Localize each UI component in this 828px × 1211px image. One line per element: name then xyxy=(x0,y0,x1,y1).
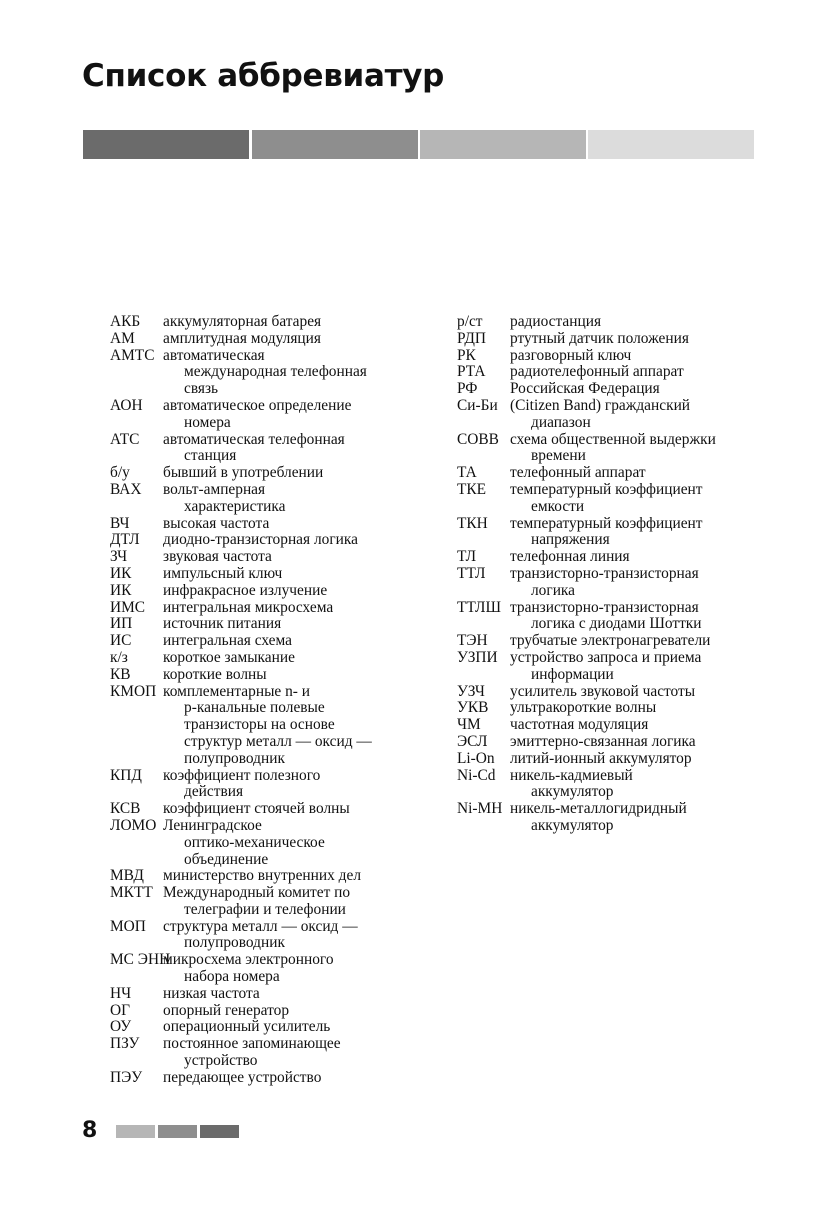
abbreviation-definition xyxy=(163,919,430,953)
definition-line: коэффициент полезного xyxy=(163,766,321,784)
definition-line: микросхема электронного xyxy=(163,951,334,969)
definition-line: логика с диодами Шоттки xyxy=(531,615,702,633)
abbreviation-term: КСВ xyxy=(110,800,141,818)
abbreviation-definition xyxy=(510,566,787,600)
abbreviation-term: ТЭН xyxy=(457,632,488,650)
definition-line: объединение xyxy=(184,850,269,868)
abbreviation-definition xyxy=(163,768,430,802)
definition-line: структур металл — оксид — xyxy=(184,732,372,750)
definition-line: полупроводник xyxy=(184,749,285,767)
abbreviation-definition xyxy=(163,314,430,331)
abbreviation-entry xyxy=(457,549,787,566)
abbreviation-entry xyxy=(457,465,787,482)
abbreviation-entry xyxy=(110,616,430,633)
abbreviation-term: ПЭУ xyxy=(110,1068,143,1086)
definition-line: эмиттерно-связанная логика xyxy=(510,732,696,750)
abbreviation-column-right xyxy=(457,314,787,835)
abbreviation-definition xyxy=(163,650,430,667)
abbreviation-definition xyxy=(163,986,430,1003)
definition-line: радиотелефонный аппарат xyxy=(510,363,684,381)
abbreviation-definition xyxy=(163,952,430,986)
abbreviation-definition xyxy=(510,314,787,331)
abbreviation-definition xyxy=(163,482,430,516)
footer-bar-1 xyxy=(116,1125,155,1138)
abbreviation-entry xyxy=(457,566,787,600)
abbreviation-definition xyxy=(510,684,787,701)
abbreviation-term: ИП xyxy=(110,615,133,633)
abbreviation-entry xyxy=(110,986,430,1003)
definition-line: действия xyxy=(184,783,244,801)
abbreviation-definition xyxy=(510,398,787,432)
definition-line: разговорный ключ xyxy=(510,346,632,364)
abbreviation-definition xyxy=(510,465,787,482)
abbreviation-entry xyxy=(110,532,430,549)
abbreviation-term: Ni-MH xyxy=(457,800,503,818)
abbreviation-term: РФ xyxy=(457,380,478,398)
definition-line: радиостанция xyxy=(510,313,602,330)
definition-line: Ленинградское xyxy=(163,816,262,834)
abbreviation-definition xyxy=(163,583,430,600)
definition-line: звуковая частота xyxy=(163,548,272,566)
definition-line: структура металл — оксид — xyxy=(163,917,358,935)
definition-line: комплементарные n- и xyxy=(163,682,310,700)
definition-line: телеграфии и телефонии xyxy=(184,900,346,918)
definition-line: устройство запроса и приема xyxy=(510,648,702,666)
abbreviation-entry xyxy=(110,1003,430,1020)
abbreviation-term: КМОП xyxy=(110,682,157,700)
definition-line: диодно-транзисторная логика xyxy=(163,531,358,549)
definition-line: транзисторно-транзисторная xyxy=(510,598,699,616)
definition-line: автоматическое определение xyxy=(163,396,352,414)
abbreviation-entry xyxy=(110,919,430,953)
definition-line: полупроводник xyxy=(184,934,285,952)
definition-line: схема общественной выдержки xyxy=(510,430,716,448)
abbreviation-entry xyxy=(457,751,787,768)
abbreviation-definition xyxy=(510,801,787,835)
definition-line: времени xyxy=(531,447,586,465)
abbreviation-term: МОП xyxy=(110,917,146,935)
abbreviation-entry xyxy=(457,364,787,381)
definition-line: телефонная линия xyxy=(510,548,630,566)
abbreviation-term: МС ЭНН xyxy=(110,951,171,969)
definition-line: операционный усилитель xyxy=(163,1018,331,1036)
abbreviation-entry xyxy=(110,482,430,516)
definition-line: инфракрасное излучение xyxy=(163,581,328,599)
abbreviation-entry xyxy=(110,432,430,466)
definition-line: температурный коэффициент xyxy=(510,480,703,498)
abbreviation-definition xyxy=(510,717,787,734)
abbreviation-definition xyxy=(510,700,787,717)
abbreviation-term: МКТТ xyxy=(110,884,153,902)
abbreviation-definition xyxy=(510,432,787,466)
abbreviation-definition xyxy=(163,684,430,768)
abbreviation-definition xyxy=(163,801,430,818)
abbreviation-definition xyxy=(163,549,430,566)
definition-line: передающее устройство xyxy=(163,1068,322,1086)
abbreviation-term: АТС xyxy=(110,430,140,448)
abbreviation-entry xyxy=(457,314,787,331)
abbreviation-entry xyxy=(110,868,430,885)
abbreviation-entry xyxy=(110,465,430,482)
abbreviation-entry xyxy=(110,818,430,868)
abbreviation-term: УЗЧ xyxy=(457,682,485,700)
definition-line: связь xyxy=(184,380,219,398)
definition-line: телефонный аппарат xyxy=(510,464,646,482)
header-bar-2 xyxy=(252,130,418,159)
abbreviation-entry xyxy=(457,398,787,432)
definition-line: устройство xyxy=(184,1052,258,1070)
abbreviation-entry xyxy=(457,684,787,701)
abbreviation-entry xyxy=(457,482,787,516)
header-color-bars xyxy=(83,130,755,159)
abbreviation-term: ОГ xyxy=(110,1001,131,1019)
abbreviation-entry xyxy=(110,583,430,600)
abbreviation-term: ЛОМО xyxy=(110,816,157,834)
abbreviation-term: ТТЛ xyxy=(457,564,486,582)
definition-line: никель-кадмиевый xyxy=(510,766,633,784)
definition-line: бывший в употреблении xyxy=(163,464,324,482)
abbreviation-definition xyxy=(163,818,430,868)
abbreviation-term: ЗЧ xyxy=(110,548,128,566)
definition-line: вольт-амперная xyxy=(163,480,266,498)
abbreviation-definition xyxy=(163,1036,430,1070)
definition-line: аккумулятор xyxy=(531,783,614,801)
abbreviation-definition xyxy=(510,331,787,348)
abbreviation-definition xyxy=(163,465,430,482)
abbreviation-definition xyxy=(163,432,430,466)
abbreviation-entry xyxy=(110,1070,430,1087)
definition-line: низкая частота xyxy=(163,984,260,1002)
abbreviation-term: КПД xyxy=(110,766,142,784)
abbreviation-definition xyxy=(163,600,430,617)
footer-bar-3 xyxy=(200,1125,239,1138)
abbreviation-term: УКВ xyxy=(457,699,489,717)
definition-line: высокая частота xyxy=(163,514,270,532)
abbreviation-entry xyxy=(457,516,787,550)
abbreviation-term: Си-Би xyxy=(457,396,498,414)
abbreviation-definition xyxy=(510,364,787,381)
abbreviation-entry xyxy=(457,700,787,717)
abbreviation-entry xyxy=(110,314,430,331)
definition-line: опорный генератор xyxy=(163,1001,290,1019)
header-bar-4 xyxy=(588,130,754,159)
abbreviation-term: ИМС xyxy=(110,598,146,616)
abbreviation-entry xyxy=(457,331,787,348)
abbreviation-entry xyxy=(110,768,430,802)
definition-line: логика xyxy=(531,581,575,599)
abbreviation-definition xyxy=(163,516,430,533)
abbreviation-definition xyxy=(163,885,430,919)
abbreviation-entry xyxy=(457,717,787,734)
abbreviation-term: РТА xyxy=(457,363,486,381)
abbreviation-term: ИК xyxy=(110,581,132,599)
abbreviation-definition xyxy=(510,734,787,751)
abbreviation-term: АКБ xyxy=(110,313,141,330)
abbreviation-entry xyxy=(110,549,430,566)
abbreviation-term: ТКН xyxy=(457,514,488,532)
definition-line: министерство внутренних дел xyxy=(163,867,362,885)
abbreviation-definition xyxy=(163,532,430,549)
abbreviation-term: АМ xyxy=(110,329,135,347)
abbreviation-term: ИК xyxy=(110,564,132,582)
abbreviation-term: ТТЛШ xyxy=(457,598,501,616)
definition-line: ртутный датчик положения xyxy=(510,329,689,347)
abbreviation-term: ДТЛ xyxy=(110,531,140,549)
abbreviation-definition xyxy=(510,549,787,566)
page-number: 8 xyxy=(82,1118,98,1143)
abbreviation-entry xyxy=(110,633,430,650)
abbreviation-definition xyxy=(163,868,430,885)
definition-line: характеристика xyxy=(184,497,286,515)
abbreviation-entry xyxy=(457,633,787,650)
definition-line: амплитудная модуляция xyxy=(163,329,321,347)
definition-line: станция xyxy=(184,447,237,465)
abbreviation-term: СОВВ xyxy=(457,430,499,448)
abbreviation-definition xyxy=(163,633,430,650)
abbreviation-term: к/з xyxy=(110,648,128,666)
definition-line: ультракороткие волны xyxy=(510,699,657,717)
abbreviation-definition xyxy=(510,768,787,802)
abbreviation-entry xyxy=(457,432,787,466)
abbreviation-entry xyxy=(110,1036,430,1070)
abbreviation-term: МВД xyxy=(110,867,144,885)
abbreviation-definition xyxy=(163,616,430,633)
abbreviation-definition xyxy=(163,566,430,583)
abbreviation-definition xyxy=(510,516,787,550)
definition-line: транзисторно-транзисторная xyxy=(510,564,699,582)
definition-line: номера xyxy=(184,413,231,431)
abbreviation-term: Li-On xyxy=(457,749,495,767)
definition-line: (Citizen Band) гражданский xyxy=(510,396,691,414)
definition-line: импульсный ключ xyxy=(163,564,283,582)
abbreviation-entry xyxy=(457,768,787,802)
abbreviation-definition xyxy=(163,667,430,684)
abbreviation-definition xyxy=(510,633,787,650)
definition-line: коэффициент стоячей волны xyxy=(163,800,350,818)
abbreviation-definition xyxy=(163,1070,430,1087)
definition-line: никель-металлогидридный xyxy=(510,800,687,818)
definition-line: частотная модуляция xyxy=(510,716,649,734)
abbreviation-term: р/ст xyxy=(457,313,483,330)
definition-line: автоматическая xyxy=(163,346,265,364)
definition-line: аккумулятор xyxy=(531,816,614,834)
definition-line: диапазон xyxy=(531,413,591,431)
abbreviation-definition xyxy=(510,751,787,768)
abbreviation-entry xyxy=(110,398,430,432)
abbreviation-entry xyxy=(457,381,787,398)
abbreviation-term: РДП xyxy=(457,329,487,347)
definition-line: интегральная микросхема xyxy=(163,598,334,616)
abbreviation-definition xyxy=(510,381,787,398)
abbreviation-entry xyxy=(110,667,430,684)
definition-line: температурный коэффициент xyxy=(510,514,703,532)
abbreviation-definition xyxy=(163,348,430,398)
abbreviation-entry xyxy=(110,801,430,818)
definition-line: напряжения xyxy=(531,531,610,549)
definition-line: автоматическая телефонная xyxy=(163,430,345,448)
abbreviation-definition xyxy=(163,1019,430,1036)
abbreviation-term: ВЧ xyxy=(110,514,130,532)
abbreviation-entry xyxy=(110,885,430,919)
abbreviation-entry xyxy=(110,600,430,617)
abbreviation-term: КВ xyxy=(110,665,131,683)
abbreviation-term: ИС xyxy=(110,632,132,650)
header-bar-1 xyxy=(83,130,249,159)
abbreviation-term: ОУ xyxy=(110,1018,132,1036)
definition-line: Международный комитет по xyxy=(163,884,351,902)
abbreviation-term: АМТС xyxy=(110,346,155,364)
abbreviation-column-left xyxy=(110,314,430,1087)
abbreviation-entry xyxy=(110,516,430,533)
abbreviation-entry xyxy=(110,952,430,986)
definition-line: интегральная схема xyxy=(163,632,292,650)
definition-line: литий-ионный аккумулятор xyxy=(510,749,692,767)
abbreviation-entry xyxy=(457,801,787,835)
definition-line: короткое замыкание xyxy=(163,648,295,666)
abbreviation-entry xyxy=(110,566,430,583)
definition-line: короткие волны xyxy=(163,665,267,683)
abbreviation-definition xyxy=(163,331,430,348)
abbreviation-term: ТА xyxy=(457,464,477,482)
abbreviation-term: ЭСЛ xyxy=(457,732,488,750)
abbreviation-definition xyxy=(163,398,430,432)
page-title: Список аббревиатур xyxy=(82,58,445,94)
abbreviation-term: РК xyxy=(457,346,476,364)
footer-bar-2 xyxy=(158,1125,197,1138)
abbreviation-entry xyxy=(110,650,430,667)
definition-line: источник питания xyxy=(163,615,282,633)
definition-line: p-канальные полевые xyxy=(184,699,325,717)
abbreviation-term: АОН xyxy=(110,396,143,414)
abbreviation-term: Ni-Cd xyxy=(457,766,496,784)
abbreviation-term: ЧМ xyxy=(457,716,481,734)
definition-line: набора номера xyxy=(184,968,280,986)
definition-line: оптико-механическое xyxy=(184,833,325,851)
abbreviation-entry xyxy=(457,348,787,365)
abbreviation-entry xyxy=(457,650,787,684)
definition-line: Российская Федерация xyxy=(510,380,660,398)
abbreviation-term: ПЗУ xyxy=(110,1035,140,1053)
abbreviation-entry xyxy=(457,600,787,634)
abbreviation-entry xyxy=(110,331,430,348)
definition-line: емкости xyxy=(531,497,585,515)
abbreviation-term: ТЛ xyxy=(457,548,477,566)
abbreviation-entry xyxy=(110,1019,430,1036)
abbreviation-definition xyxy=(510,348,787,365)
abbreviation-definition xyxy=(510,482,787,516)
abbreviation-definition xyxy=(510,650,787,684)
abbreviation-definition xyxy=(510,600,787,634)
definition-line: транзисторы на основе xyxy=(184,716,335,734)
abbreviation-term: ВАХ xyxy=(110,480,142,498)
definition-line: аккумуляторная батарея xyxy=(163,313,322,330)
definition-line: информации xyxy=(531,665,614,683)
abbreviation-term: НЧ xyxy=(110,984,132,1002)
abbreviation-definition xyxy=(163,1003,430,1020)
abbreviation-entry xyxy=(457,734,787,751)
abbreviation-term: ТКЕ xyxy=(457,480,487,498)
abbreviation-term: УЗПИ xyxy=(457,648,498,666)
abbreviation-entry xyxy=(110,348,430,398)
abbreviation-entry xyxy=(110,684,430,768)
definition-line: международная телефонная xyxy=(184,363,367,381)
definition-line: усилитель звуковой частоты xyxy=(510,682,696,700)
definition-line: трубчатые электронагреватели xyxy=(510,632,711,650)
abbreviation-term: б/у xyxy=(110,464,130,482)
definition-line: постоянное запоминающее xyxy=(163,1035,341,1053)
header-bar-3 xyxy=(420,130,586,159)
